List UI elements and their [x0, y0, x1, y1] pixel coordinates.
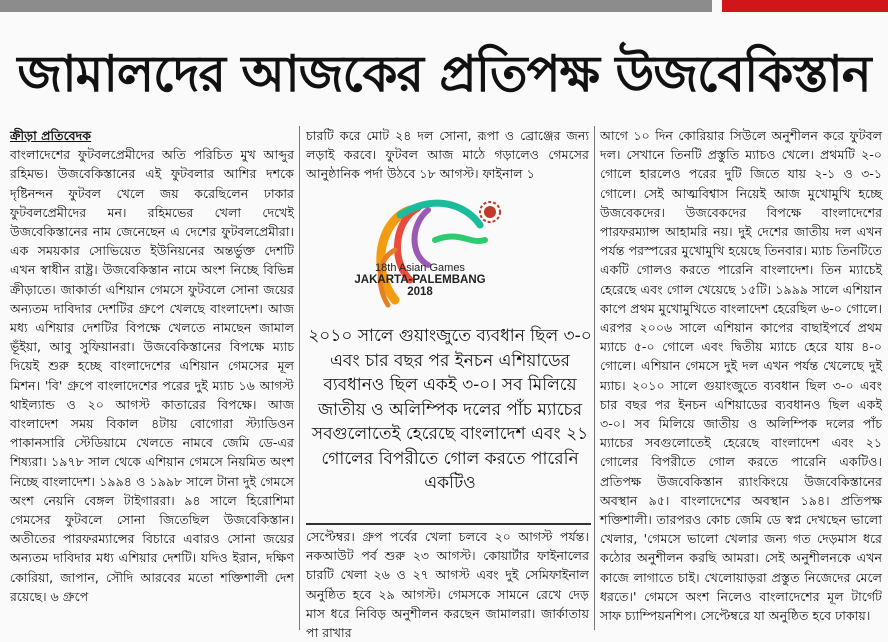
logo-line-1: 18th Asian Games: [375, 262, 465, 274]
column-2-bottom: [306, 527, 589, 641]
top-rule-gray: [0, 0, 712, 12]
column-divider: [299, 126, 300, 630]
asian-games-logo-icon: [340, 180, 520, 330]
logo-line-3: 2018: [407, 286, 433, 298]
column-2-top-text: চারটি করে মোট ২৪ দল সোনা, রূপা ও ব্রোঞ্জের জন্য লড়াই করবে। ফুটবল আজ মাঠে গড়ালেও গেমসের আনুষ্ঠানিক পর্দা উঠবে ১৮ আগস্ট। ফাইনাল ১: [306, 128, 589, 182]
pull-quote-divider: [306, 523, 591, 525]
byline: ক্রীড়া প্রতিবেদক: [10, 128, 92, 143]
column-1: [10, 126, 294, 630]
column-3-text: আগে ১০ দিন কোরিয়ার সিউলে অনুশীলন করে ফুটবল দল। সেখানে তিনটি প্রস্তুতি ম্যাচও খেলে। প্রথমটি ২-০ গোলে হারলেও পরের দুটি জিতে যায় ২-১ ও ৩-১ গোলে। সেই আত্মবিশ্বাস নিয়েই আজ মুখোমুখি হচ্ছে উজবেকদের। উজবেকদের বিপক্ষে বাংলাদেশের পারফরম্যান্স আহামরি নয়। দুই দেশের জাতীয় দল এখন পর্যন্ত পরস্পরের মুখোমুখি হয়েছে তিনবার। ম্যাচ তিনটিতে একটি গোলও করতে পারেনি বাংলাদেশ। তিন ম্যাচেই হেরেছে এবং গোল খেয়েছে ১৫টি। ১৯৯৯ সালে এশিয়ান কাপে প্রথম মুখোমুখিতে বাংলাদেশ হেরেছিল ৬-০ গোলে। এরপর ২০০৬ সালে এশিয়ান কাপের বাছাইপর্বে প্রথম ম্যাচে ৫-০ গোলে এবং দ্বিতীয় ম্যাচে হেরে যায় ৪-০ গোলে। এশিয়ান গেমসে দুই দল এখন পর্যন্ত খেলেছে দুই ম্যাচ। ২০১০ সালে গুয়াংজুতে ব্যবধান ছিল ৩-০ এবং চার বছর পর ইনচন এশিয়াডের ব্যবধানও ছিল একই ৩-০। সব মিলিয়ে জাতীয় ও অলিম্পিক দলের পাঁচ ম্যাচের সবগুলোতেই হেরেছে বাংলাদেশ এবং ২১ গোলের বিপরীতে গোল করতে পারেনি একটিও। প্রতিপক্ষ উজবেকিস্তান র‌্যাংকিংয়ে উজবেকিস্তানের অবস্থান ৯৫। বাংলাদেশের অবস্থান ১৯৪। প্রতিপক্ষ শক্তিশালী। তারপরও কোচ জেমি ডে স্বপ্ন দেখছেন ভালো খেলার, 'গেমসে ভালো খেলার জন্য গত দেড়মাস ধরে কঠোর অনুশীলন করছি আমরা। সেই অনুশীলনকে এখন কাজে লাগাতে চাই। খেলোয়াড়রা প্রস্তুত নিজেদের মেলে ধরতে।' গেমসে অংশ নিলেও বাংলাদেশের মূল টার্গেট সাফ চ্যাম্পিয়নশিপ। সেপ্টেম্বরে যা অনুষ্ঠিত হবে ঢাকায়।: [600, 128, 882, 624]
top-rule-red: [722, 0, 888, 12]
column-3: [600, 126, 882, 630]
logo-line-2: JAKARTA-PALEMBANG: [354, 274, 486, 286]
column-2-top: [306, 126, 589, 184]
logo-caption: [340, 262, 500, 298]
column-divider: [594, 126, 595, 630]
column-1-text: বাংলাদেশের ফুটবলপ্রেমীদের অতি পরিচিত মুখ আব্দুর রহিমভ। উজবেকিস্তানের এই ফুটবলার আশির দশকে দৃষ্টিনন্দন ফুটবল খেলে জয় করেছিলেন ঢাকার ফুটবলপ্রেমীদের মন। রহিমভের খেলা দেখেই উজবেকিস্তানের নাম জেনেছেন এ দেশের ফুটবলপ্রেমীরা। এক সময়কার সোভিয়েত ইউনিয়নের অন্তর্ভুক্ত দেশটি এখন স্বাধীন রাষ্ট্র। উজবেকিস্তান নামে অংশ নিচ্ছে বিভিন্ন ক্রীড়াতে। জাকার্তা এশিয়ান গেমসে ফুটবলে সোনা জয়ের অন্যতম দাবিদার দেশটির গ্রুপে খেলছে বাংলাদেশ। আজ মধ্য এশিয়ার দেশটির বিপক্ষে খেলতে নামছেন জামাল ভূঁইয়া, আবু সুফিয়ানরা। উজবেকিস্তানের বিপক্ষে ম্যাচ দিয়েই শুরু হচ্ছে বাংলাদেশের এশিয়ান গেমসের মূল মিশন। 'বি' গ্রুপে বাংলাদেশের পরের দুই ম্যাচ ১৬ আগস্ট থাইল্যান্ড ও ২০ আগস্ট কাতারের বিপক্ষে। আজ বাংলাদেশ সময় বিকাল ৪টায় বোগোরা স্ট্যাডিওন পাকানসারি স্টেডিয়ামে খেলতে নামবে জেমি ডে-এর শিষ্যরা। ১৯৭৮ সাল থেকে এশিয়ান গেমসে নিয়মিত অংশ নিচ্ছে বাংলাদেশ। ১৯৯৪ ও ১৯৯৮ সালে টানা দুই গেমসে অংশ নেয়নি বেঙ্গল টাইগাররা। ৯৪ সালে হিরোশিমা গেমসের ফুটবলে সোনা জিতেছিল উজবেকিস্তান। অতীতের পারফরম্যান্সের বিচারে এবারও সোনা জয়ের অন্যতম দাবিদার মধ্য এশিয়ার দেশটি। যদিও ইরান, দক্ষিণ কোরিয়া, জাপান, সৌদি আরবের মতো শক্তিশালী দেশ রয়েছে। ৬ গ্রুপে: [10, 147, 294, 604]
pull-quote: ২০১০ সালে গুয়াংজুতে ব্যবধান ছিল ৩-০ এবং চার বছর পর ইনচন এশিয়াডের ব্যবধানও ছিল একই ৩-০। সব মিলিয়ে জাতীয় ও অলিম্পিক দলের পাঁচ ম্যাচের সবগুলোতেই হেরেছে বাংলাদেশ এবং ২১ গোলের বিপরীতে গোল করতে পারেনি একটিও: [308, 326, 592, 493]
column-2-bottom-text: সেপ্টেম্বর। গ্রুপ পর্বের খেলা চলবে ২০ আগস্ট পর্যন্ত। নকআউট পর্ব শুরু ২৩ আগস্ট। কোয়ার্টার ফাইনালের চারটি খেলা ২৬ ও ২৭ আগস্ট এবং দুই সেমিফাইনাল অনুষ্ঠিত হবে ২৯ আগস্ট। গেমসকে সামনে রেখে দেড় মাস ধরে নিবিড় অনুশীলন করছেন জামালরা। জার্কাতায় পা রাখার: [306, 529, 589, 641]
article-headline: জামালদের আজকের প্রতিপক্ষ উজবেকিস্তান: [17, 45, 871, 103]
